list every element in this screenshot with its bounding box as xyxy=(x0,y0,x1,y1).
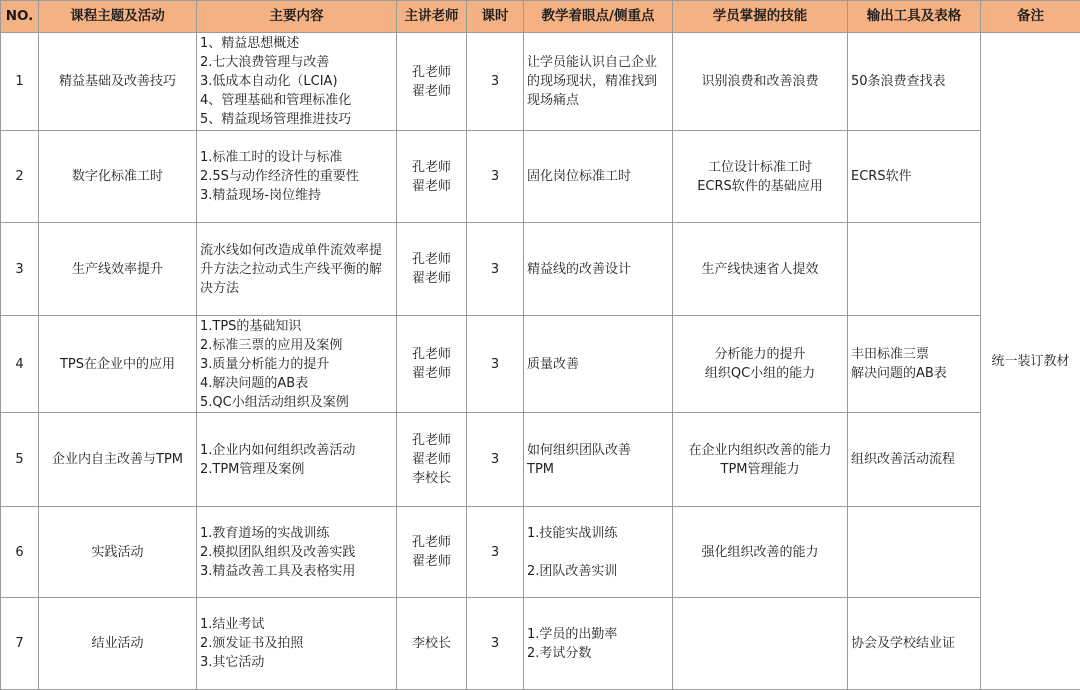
row-focus: 让学员能认识自己企业的现场现状，精准找到现场痛点 xyxy=(524,33,673,131)
row-hours: 3 xyxy=(467,507,524,598)
row-focus: 质量改善 xyxy=(524,316,673,413)
row-content: 1.结业考试 2.颁发证书及拍照 3.其它活动 xyxy=(197,598,397,690)
row-content: 1.标准工时的设计与标准 2.5S与动作经济性的重要性 3.精益现场-岗位维持 xyxy=(197,131,397,223)
row-focus: 固化岗位标准工时 xyxy=(524,131,673,223)
row-topic: 企业内自主改善与TPM xyxy=(39,413,197,507)
row-teacher: 李校长 xyxy=(397,598,467,690)
row-no: 4 xyxy=(1,316,39,413)
row-focus: 如何组织团队改善 TPM xyxy=(524,413,673,507)
header-tools: 输出工具及表格 xyxy=(848,1,981,33)
header-hours: 课时 xyxy=(467,1,524,33)
row-teacher: 孔老师 翟老师 李校长 xyxy=(397,413,467,507)
row-tools: 50条浪费查找表 xyxy=(848,33,981,131)
header-topic: 课程主题及活动 xyxy=(39,1,197,33)
row-tools xyxy=(848,507,981,598)
row-topic: 结业活动 xyxy=(39,598,197,690)
row-skills: 在企业内组织改善的能力 TPM管理能力 xyxy=(673,413,848,507)
row-no: 3 xyxy=(1,223,39,316)
row-topic: 数字化标准工时 xyxy=(39,131,197,223)
row-tools: ECRS软件 xyxy=(848,131,981,223)
row-hours: 3 xyxy=(467,223,524,316)
row-topic: 精益基础及改善技巧 xyxy=(39,33,197,131)
header-remark: 备注 xyxy=(981,1,1080,33)
header-content: 主要内容 xyxy=(197,1,397,33)
row-teacher: 孔老师 翟老师 xyxy=(397,507,467,598)
header-row xyxy=(1,1,1080,33)
row-hours: 3 xyxy=(467,33,524,131)
row-content: 1.教育道场的实战训练 2.模拟团队组织及改善实践 3.精益改善工具及表格实用 xyxy=(197,507,397,598)
table-row xyxy=(1,413,1080,507)
row-tools xyxy=(848,223,981,316)
row-content: 1、精益思想概述 2.七大浪费管理与改善 3.低成本自动化（LCIA) 4、管理基础和管理标准化 5、精益现场管理推进技巧 xyxy=(197,33,397,131)
header-no: NO. xyxy=(1,1,39,33)
row-hours: 3 xyxy=(467,598,524,690)
row-no: 7 xyxy=(1,598,39,690)
row-content: 流水线如何改造成单件流效率提升方法之拉动式生产线平衡的解决方法 xyxy=(197,223,397,316)
table-row xyxy=(1,223,1080,316)
row-topic: TPS在企业中的应用 xyxy=(39,316,197,413)
row-content: 1.TPS的基础知识 2.标准三票的应用及案例 3.质量分析能力的提升 4.解决问题的AB表 5.QC小组活动组织及案例 xyxy=(197,316,397,413)
row-no: 1 xyxy=(1,33,39,131)
row-skills: 工位设计标准工时 ECRS软件的基础应用 xyxy=(673,131,848,223)
table-row xyxy=(1,131,1080,223)
header-teacher: 主讲老师 xyxy=(397,1,467,33)
row-skills: 识别浪费和改善浪费 xyxy=(673,33,848,131)
row-teacher: 孔老师 翟老师 xyxy=(397,131,467,223)
row-focus: 1.技能实战训练 2.团队改善实训 xyxy=(524,507,673,598)
table-row xyxy=(1,316,1080,413)
row-focus: 精益线的改善设计 xyxy=(524,223,673,316)
row-skills: 生产线快速省人提效 xyxy=(673,223,848,316)
row-skills xyxy=(673,598,848,690)
table-row xyxy=(1,598,1080,690)
row-hours: 3 xyxy=(467,131,524,223)
row-focus: 1.学员的出勤率 2.考试分数 xyxy=(524,598,673,690)
row-no: 5 xyxy=(1,413,39,507)
row-skills: 强化组织改善的能力 xyxy=(673,507,848,598)
row-tools: 丰田标准三票 解决问题的AB表 xyxy=(848,316,981,413)
row-tools: 协会及学校结业证 xyxy=(848,598,981,690)
row-no: 2 xyxy=(1,131,39,223)
row-skills: 分析能力的提升 组织QC小组的能力 xyxy=(673,316,848,413)
row-hours: 3 xyxy=(467,413,524,507)
row-hours: 3 xyxy=(467,316,524,413)
row-teacher: 孔老师 翟老师 xyxy=(397,223,467,316)
row-teacher: 孔老师 翟老师 xyxy=(397,316,467,413)
row-topic: 生产线效率提升 xyxy=(39,223,197,316)
remark-cell: 统一装订教材 xyxy=(981,33,1080,690)
row-no: 6 xyxy=(1,507,39,598)
table-row xyxy=(1,33,1080,131)
row-content: 1.企业内如何组织改善活动 2.TPM管理及案例 xyxy=(197,413,397,507)
row-tools: 组织改善活动流程 xyxy=(848,413,981,507)
row-topic: 实践活动 xyxy=(39,507,197,598)
row-teacher: 孔老师 翟老师 xyxy=(397,33,467,131)
header-focus: 教学着眼点/侧重点 xyxy=(524,1,673,33)
header-skills: 学员掌握的技能 xyxy=(673,1,848,33)
table-row xyxy=(1,507,1080,598)
